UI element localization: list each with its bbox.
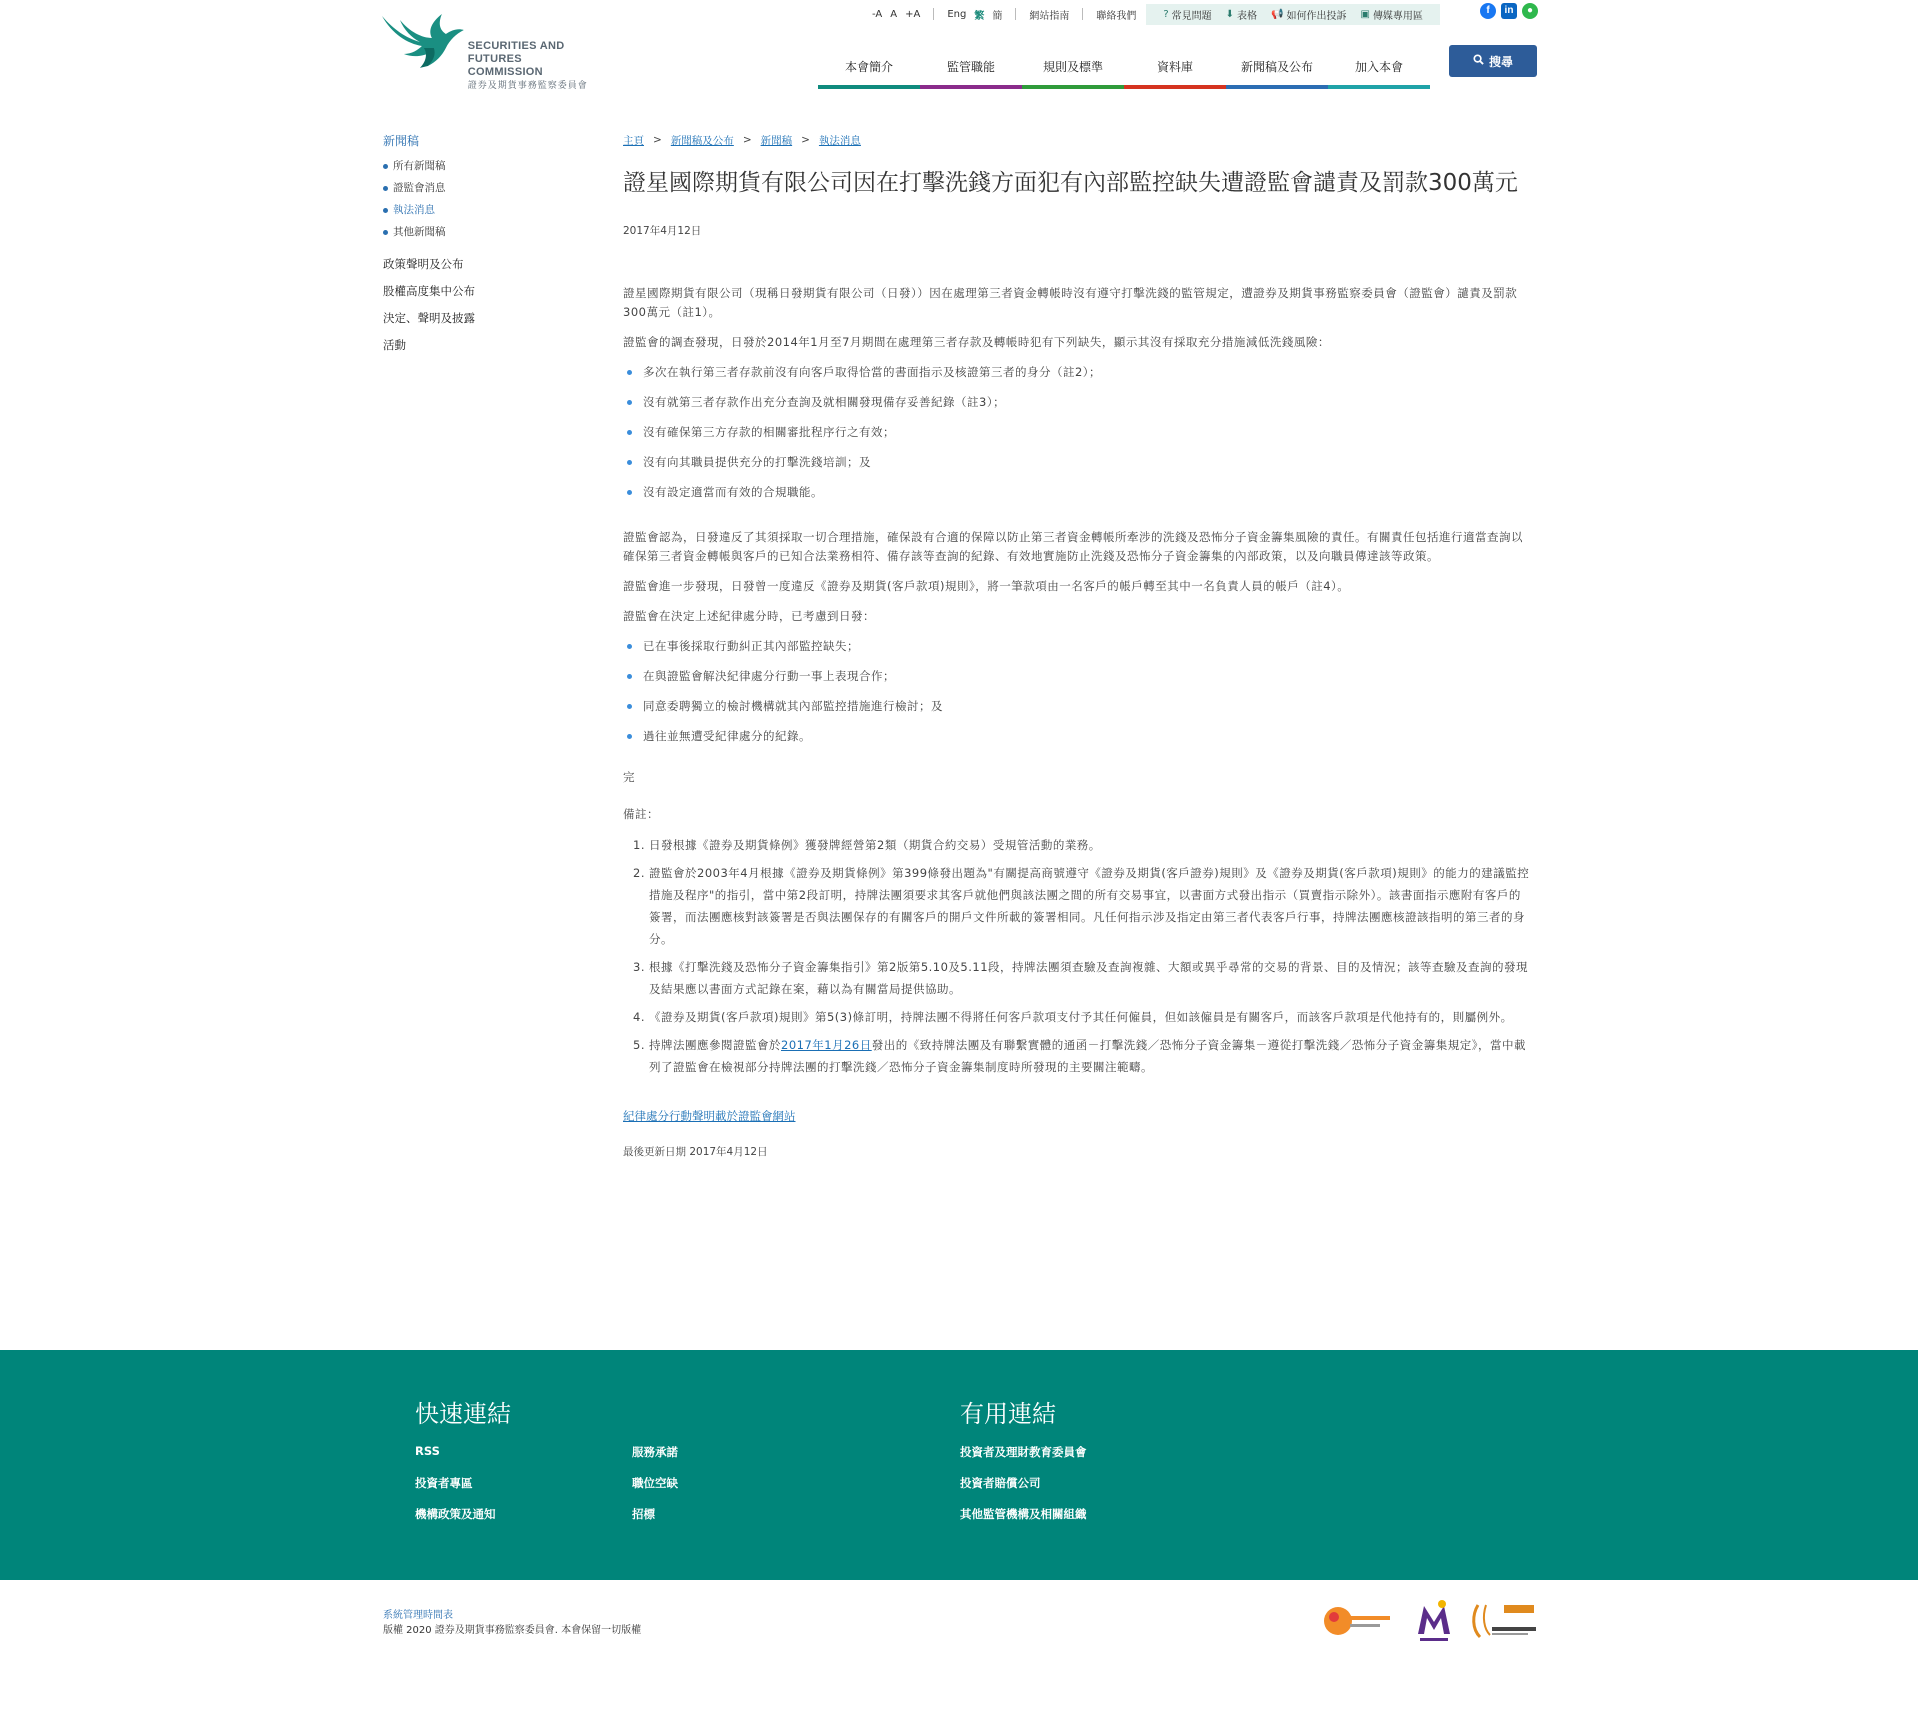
circular-date-link[interactable]: 2017年1月26日 [781,1038,872,1052]
sidebar-item-corporate-news[interactable]: 證監會消息 [383,177,583,199]
list-item: 同意委聘獨立的檢討機構就其內部監控措施進行檢討；及 [623,697,1530,716]
note-item: 2. 證監會於2003年4月根據《證券及期貨條例》第399條發出題為"有關提高商號遵守《證券及期貨(客戶證券)規則》及《證券及期貨(客戶款項)規則》的能力的建議監控措施及程序"的指引，當中第2段訂明，持牌法團須要求其客戶就他們與該法團之間的所有交易事宜，以書面方式發出指示（買賣指示除外）。該書面指示應附有客戶的簽署，而法團應核對該簽署是否與法團保存的有關客戶的開戶文件所載的簽署相同。凡任何指示涉及指定由第三者代表客戶行事，持牌法團應核證該指明的第三者的身分。 [633,866,1530,946]
footer-link-tenders[interactable]: 招標 [632,1507,655,1521]
footer-link-rss[interactable]: RSS [415,1444,440,1458]
contact-link[interactable]: 聯絡我們 [1096,10,1137,22]
search-icon [1473,54,1484,68]
divider [933,8,934,20]
sidebar-item-shareholding[interactable]: 股權高度集中公布 [383,284,475,298]
disciplinary-statement-link[interactable]: 紀律處分行動聲明載於證監會網站 [623,1109,796,1123]
copyright-text: 版權 2020 證券及期貨事務監察委員會. 本會保留一切版權 [383,1625,642,1636]
nav-item-0[interactable]: 本會簡介 [818,58,920,89]
media-link[interactable] [1360,7,1422,22]
main-content [623,132,1530,1159]
mitigation-list [623,637,1530,746]
list-item: 已在事後採取行動糾正其內部監控缺失； [623,637,1530,656]
caring-organisation-badge [1468,1596,1538,1646]
end-marker: 完 [623,770,635,784]
wechat-icon[interactable]: ● [1522,3,1538,19]
lang-traditional[interactable]: 繁 [974,10,985,22]
complaint-label: 如何作出投訴 [1286,10,1347,22]
good-employer-badge [1320,1596,1392,1646]
list-item: 在與證監會解決紀律處分行動一事上表現合作； [623,667,1530,686]
sidebar-item-decisions[interactable]: 決定、聲明及披露 [383,311,475,325]
breadcrumb: 主頁 > 新聞稿及公布 > 新聞稿 > 執法消息 [623,134,861,147]
sidebar-item-enforcement-news[interactable]: 執法消息 [383,199,583,221]
facebook-icon[interactable]: f [1480,3,1496,19]
media-label: 傳媒專用區 [1372,10,1423,22]
list-item: 沒有設定適當而有效的合規職能。 [623,483,1530,502]
useful-links-heading: 有用連結 [960,1400,1056,1428]
nav-item-2[interactable]: 規則及標準 [1022,58,1124,89]
footer-link-icc[interactable]: 投資者賠償公司 [960,1476,1041,1490]
paragraph: 證監會認為，日發違反了其須採取一切合理措施，確保設有合適的保障以防止第三者資金轉帳所牽涉的洗錢及恐怖分子資金籌集風險的責任。有關責任包括進行適當查詢以確保第三者資金轉帳與客戶的已知合法業務相符、備存該等查詢的紀錄、有效地實施防止洗錢及恐怖分子資金籌集的內部政策，以及向職員傳達該等政策。 [623,530,1523,563]
list-item: 多次在執行第三者存款前沒有向客戶取得恰當的書面指示及核證第三者的身分（註2）； [623,363,1530,382]
linkedin-icon[interactable]: in [1501,3,1517,19]
search-label: 搜尋 [1488,54,1513,69]
eagle-logo-icon [380,8,466,72]
lang-simplified[interactable]: 簡 [992,10,1003,22]
logo-text-en-1: SECURITIES AND [467,40,565,52]
good-employer-logo-icon [1320,1601,1392,1641]
image-icon: ▣ [1360,8,1370,20]
disciplinary-statement-link-wrap [623,1108,1530,1124]
font-size-small[interactable]: -A [872,8,883,20]
sidebar-item-policy[interactable]: 政策聲明及公布 [383,257,464,271]
nav-item-3[interactable]: 資料庫 [1124,58,1226,89]
last-updated: 最後更新日期 2017年4月12日 [623,1146,768,1158]
footer-link-vacancies[interactable]: 職位空缺 [632,1476,678,1490]
download-icon: ⬇ [1225,8,1235,20]
megaphone-icon: 📢 [1271,8,1284,20]
note-item: 4. 《證券及期貨(客戶款項)規則》第5(3)條訂明，持牌法團不得將任何客戶款項支付予其任何僱員，但如該僱員是有關客戶，而該客戶款項是代他持有的，則屬例外。 [633,1010,1513,1024]
sfc-logo[interactable] [380,8,600,88]
system-schedule-link[interactable]: 系統管理時間表 [383,1610,453,1621]
list-item: 過往並無遭受紀律處分的紀錄。 [623,727,1530,746]
sidebar-sub-list [383,155,583,243]
footer-link-other-regulators[interactable]: 其他監管機構及相關組織 [960,1507,1087,1521]
quick-links-heading: 快速連結 [415,1400,511,1428]
logo-text-zh: 證券及期貨事務監察委員會 [467,80,588,90]
sidebar-heading[interactable]: 新聞稿 [383,134,420,148]
lang-english[interactable]: Eng [947,8,967,20]
logo-text-en-2: FUTURES COMMISSION [467,53,543,78]
breadcrumb-news[interactable]: 新聞稿及公布 [670,134,734,147]
faq-link[interactable] [1163,7,1211,22]
search-button[interactable] [1449,45,1537,77]
notes-list [623,834,1530,1078]
nav-item-5[interactable]: 加入本會 [1328,58,1430,89]
footer-link-investor-zone[interactable]: 投資者專區 [415,1476,473,1490]
divider [1082,8,1083,20]
paragraph: 證監會進一步發現，日發曾一度違反《證券及期貨(客戶款項)規則》，將一筆款項由一名客戶的帳戶轉至其中一名負責人員的帳戶（註4）。 [623,579,1350,593]
publish-date: 2017年4月12日 [623,225,702,237]
manpower-logo-icon [1412,1596,1456,1646]
footer-link-pledge[interactable]: 服務承諾 [632,1445,678,1459]
complaint-link[interactable] [1271,7,1346,22]
list-item: 沒有就第三者存款作出充分查詢及就相關發現備存妥善紀錄（註3）； [623,393,1530,412]
deficiency-list [623,363,1530,502]
social-links [1475,3,1538,19]
caring-organisation-logo-icon [1468,1599,1538,1643]
sidebar [383,132,583,359]
list-item: 沒有向其職員提供充分的打擊洗錢培訓；及 [623,453,1530,472]
utility-links-tab [1146,4,1440,25]
font-size-large[interactable]: +A [905,8,921,20]
main-nav [818,58,1430,89]
question-icon: ? [1163,8,1169,20]
paragraph: 證星國際期貨有限公司（現稱日發期貨有限公司（日發））因在處理第三者資金轉帳時沒有遵守打擊洗錢的監管規定，遭證券及期貨事務監察委員會（證監會）譴責及罰款300萬元（註1）。 [623,286,1518,319]
sidebar-item-events[interactable]: 活動 [383,338,406,352]
footer-link-policies[interactable]: 機構政策及通知 [415,1507,496,1521]
divider [1015,8,1016,20]
forms-link[interactable] [1226,7,1257,22]
utility-bar [868,4,1440,24]
breadcrumb-enforcement[interactable]: 執法消息 [818,134,861,147]
list-item: 沒有確保第三方存款的相關審批程序行之有效； [623,423,1530,442]
nav-item-4[interactable]: 新聞稿及公布 [1226,58,1328,89]
sidebar-item-all-press[interactable]: 所有新聞稿 [383,155,583,177]
paragraph: 證監會的調查發現，日發於2014年1月至7月期間在處理第三者存款及轉帳時犯有下列缺失，顯示其沒有採取充分措施減低洗錢風險： [623,335,1330,349]
nav-item-1[interactable]: 監管職能 [920,58,1022,89]
faq-label: 常見問題 [1171,10,1212,22]
footer [0,1350,1918,1580]
paragraph: 證監會在決定上述紀律處分時，已考慮到日發： [623,609,875,623]
note-item: 1. 日發根據《證券及期貨條例》獲發牌經營第2類（期貨合約交易）受規管活動的業務。 [633,838,1101,852]
sitemap-link[interactable]: 網站指南 [1029,10,1070,22]
footer-link-ifec[interactable]: 投資者及理財教育委員會 [960,1445,1087,1459]
font-size-medium[interactable]: A [890,8,898,20]
page-title: 證星國際期貨有限公司因在打擊洗錢方面犯有內部監控缺失遭證監會譴責及罰款300萬元 [623,170,1518,196]
sidebar-item-other-press[interactable]: 其他新聞稿 [383,221,583,243]
forms-label: 表格 [1237,10,1258,22]
manpower-badge [1410,1596,1458,1646]
breadcrumb-press-releases[interactable]: 新聞稿 [760,134,793,147]
breadcrumb-home[interactable]: 主頁 [623,134,644,147]
bottom-bar [383,1608,641,1638]
note-item: 5. 持牌法團應參閱證監會於2017年1月26日發出的《致持牌法團及有聯繫實體的通函－打擊洗錢／恐怖分子資金籌集－遵從打擊洗錢／恐怖分子資金籌集規定》，當中載列了證監會在檢視部分持牌法團的打擊洗錢／恐怖分子資金籌集制度時所發現的主要關注範疇。 [633,1038,1526,1074]
notes-heading: 備註： [623,807,659,821]
note-item: 3. 根據《打擊洗錢及恐怖分子資金籌集指引》第2版第5.10及5.11段，持牌法團須查驗及查詢複雜、大額或異乎尋常的交易的背景、目的及情況；該等查驗及查詢的發現及結果應以書面方式記錄在案，藉以為有關當局提供協助。 [633,960,1529,996]
